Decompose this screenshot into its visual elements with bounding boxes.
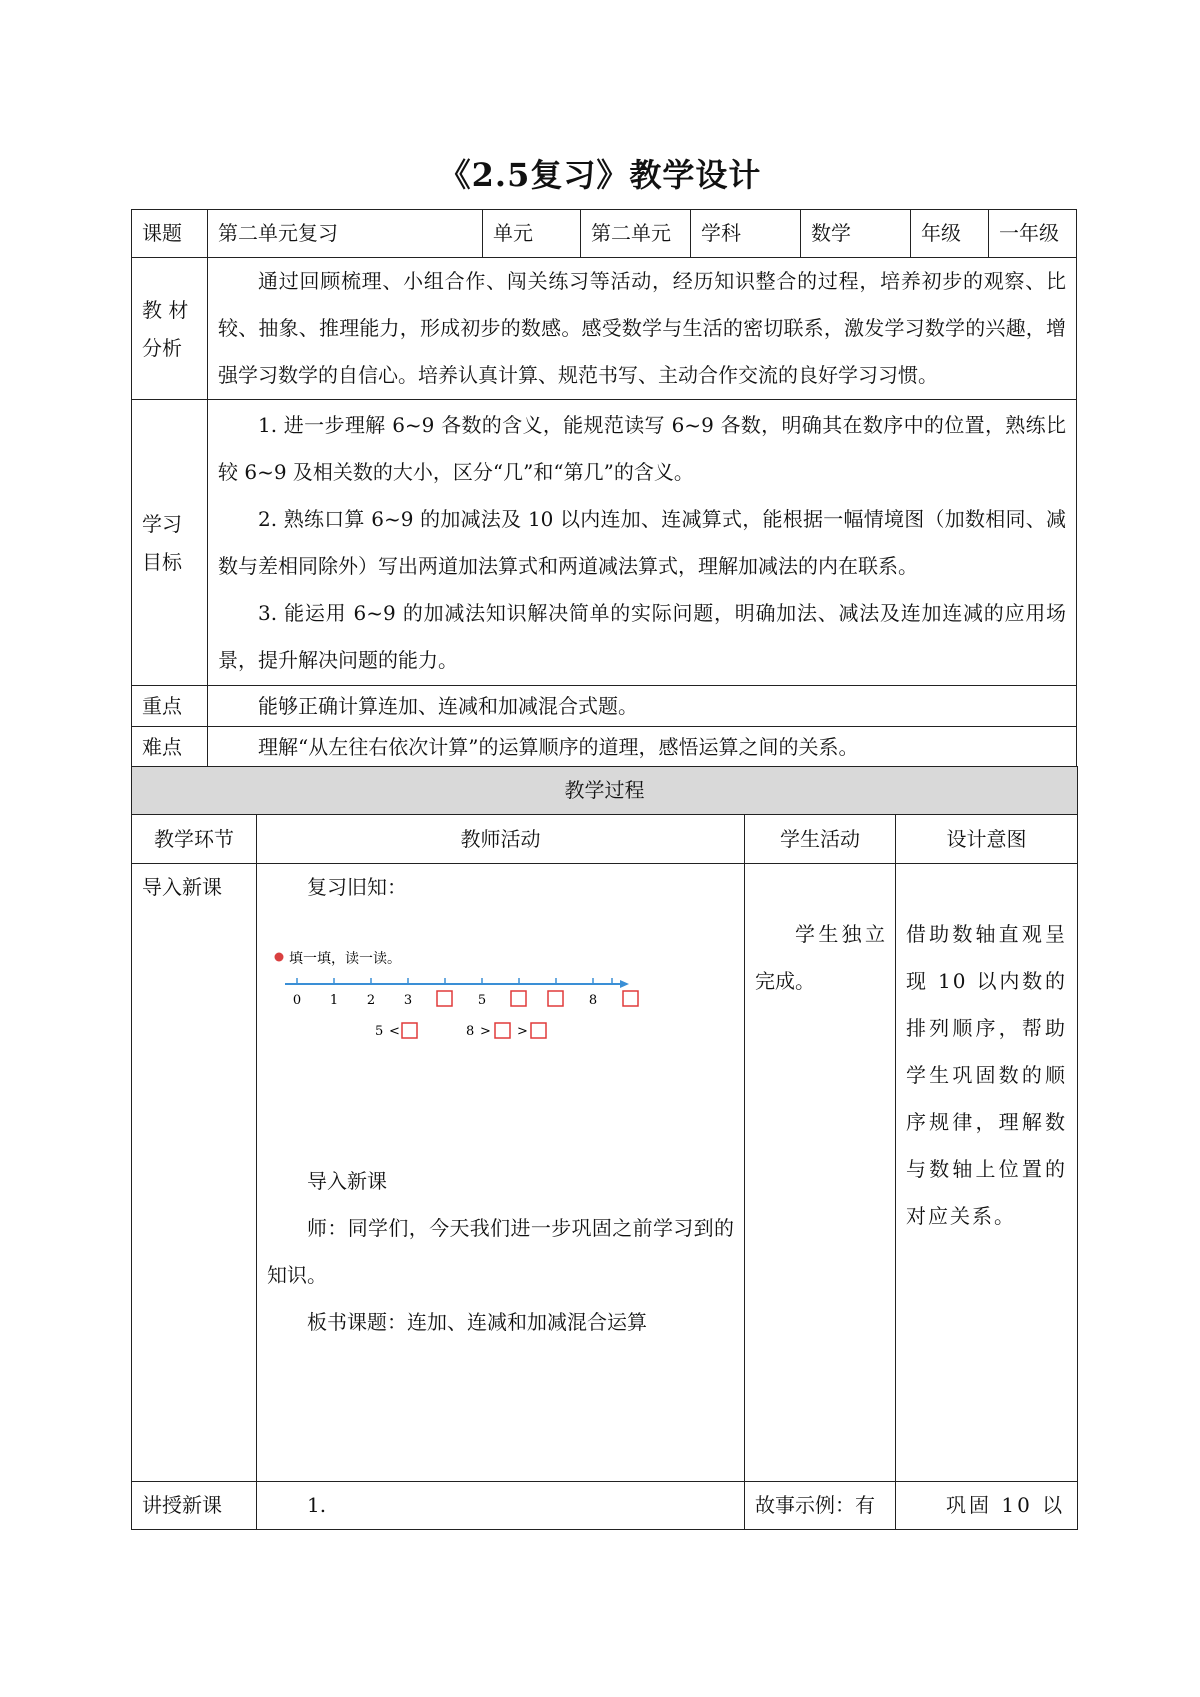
tick-label: 8	[588, 993, 598, 1008]
blank-box	[548, 991, 563, 1006]
page-title: 《2.5复习》教学设计	[438, 156, 762, 194]
number-line-figure	[267, 911, 737, 1081]
student-text: 学生独立完成。	[755, 922, 885, 993]
tick-label: 3	[403, 993, 413, 1008]
process-table	[131, 766, 1078, 1530]
axis-arrow	[620, 980, 629, 988]
tick-label: 1	[329, 993, 339, 1008]
difficulty-text: 理解“从左往右依次计算”的运算顺序的道理，感悟运算之间的关系。	[208, 727, 1077, 768]
design-intent-intro	[896, 864, 1078, 1482]
stage-new-lesson: 讲授新课	[132, 1482, 257, 1530]
compare-sign: <	[389, 1024, 400, 1039]
topic-value: 第二单元复习	[208, 210, 483, 258]
info-table	[131, 209, 1077, 768]
student-activity-new: 故事示例：有	[745, 1482, 896, 1530]
compare-number: 8	[466, 1024, 475, 1039]
subject-label: 学科	[691, 210, 801, 258]
subject-value: 数学	[801, 210, 911, 258]
design-intent-new: 巩固 10 以	[896, 1482, 1078, 1530]
grade-label: 年级	[911, 210, 989, 258]
header-intent: 设计意图	[896, 815, 1078, 864]
blank-box	[531, 1023, 546, 1038]
goal-item: 1. 进一步理解 6~9 各数的含义，能规范读写 6~9 各数，明确其在数序中的位置，熟练比较 6~9 及相关数的大小，区分“几”和“第几”的含义。	[218, 412, 1066, 484]
grade-value: 一年级	[989, 210, 1077, 258]
compare-number: 5	[375, 1024, 384, 1039]
topic-label: 课题	[132, 210, 208, 258]
board-line: 板书课题：连加、连减和加减混合运算	[307, 1310, 647, 1334]
unit-label: 单元	[483, 210, 581, 258]
header-teacher: 教师活动	[257, 815, 745, 864]
goal-item: 2. 熟练口算 6~9 的加减法及 10 以内连加、连减算式，能根据一幅情境图（加数相同、减数与差相同除外）写出两道加法算式和两道减法算式，理解加减法的内在联系。	[218, 506, 1066, 578]
key-label: 重点	[132, 686, 208, 727]
process-banner: 教学过程	[132, 767, 1078, 815]
analysis-text: 通过回顾梳理、小组合作、闯关练习等活动，经历知识整合的过程，培养初步的观察、比较、抽象、推理能力，形成初步的数感。感受数学与生活的密切联系，激发学习数学的兴趣，增强学习数学的自信心。培养认真计算、规范书写、主动合作交流的良好学习习惯。	[208, 258, 1077, 400]
intro-title: 导入新课	[307, 1169, 387, 1193]
blank-box	[495, 1023, 510, 1038]
key-text: 能够正确计算连加、连减和加减混合式题。	[208, 686, 1077, 727]
goals-list	[208, 400, 1077, 686]
blank-box	[402, 1023, 417, 1038]
tick-label: 2	[366, 993, 376, 1008]
blank-box	[623, 991, 638, 1006]
header-stage: 教学环节	[132, 815, 257, 864]
analysis-label: 教 材 分析	[132, 258, 208, 400]
difficulty-label: 难点	[132, 727, 208, 768]
teacher-line: 师：同学们，今天我们进一步巩固之前学习到的知识。	[267, 1216, 734, 1287]
compare-sign: >	[480, 1024, 491, 1039]
intent-text: 借助数轴直观呈现 10 以内数的排列顺序，帮助学生巩固数的顺序规律，理解数与数轴上位置的对应关系。	[906, 922, 1067, 1228]
teacher-activity-intro	[257, 864, 745, 1482]
blank-box	[437, 991, 452, 1006]
teacher-activity-new: 1.	[257, 1482, 745, 1530]
header-student: 学生活动	[745, 815, 896, 864]
exercise-instruction: 填一填，读一读。	[289, 951, 401, 967]
bullet-dot	[275, 953, 284, 962]
number-line-exercise	[267, 911, 734, 1081]
unit-value: 第二单元	[581, 210, 691, 258]
student-activity-intro	[745, 864, 896, 1482]
goal-item: 3. 能运用 6~9 的加减法知识解决简单的实际问题，明确加法、减法及连加连减的应用场景，提升解决问题的能力。	[218, 600, 1066, 672]
tick-label: 0	[292, 993, 302, 1008]
review-title: 复习旧知：	[307, 875, 407, 899]
compare-sign: >	[517, 1024, 528, 1039]
tick-label: 5	[477, 993, 487, 1008]
stage-intro: 导入新课	[132, 864, 257, 1482]
blank-box	[511, 991, 526, 1006]
goals-label: 学习 目标	[132, 400, 208, 686]
